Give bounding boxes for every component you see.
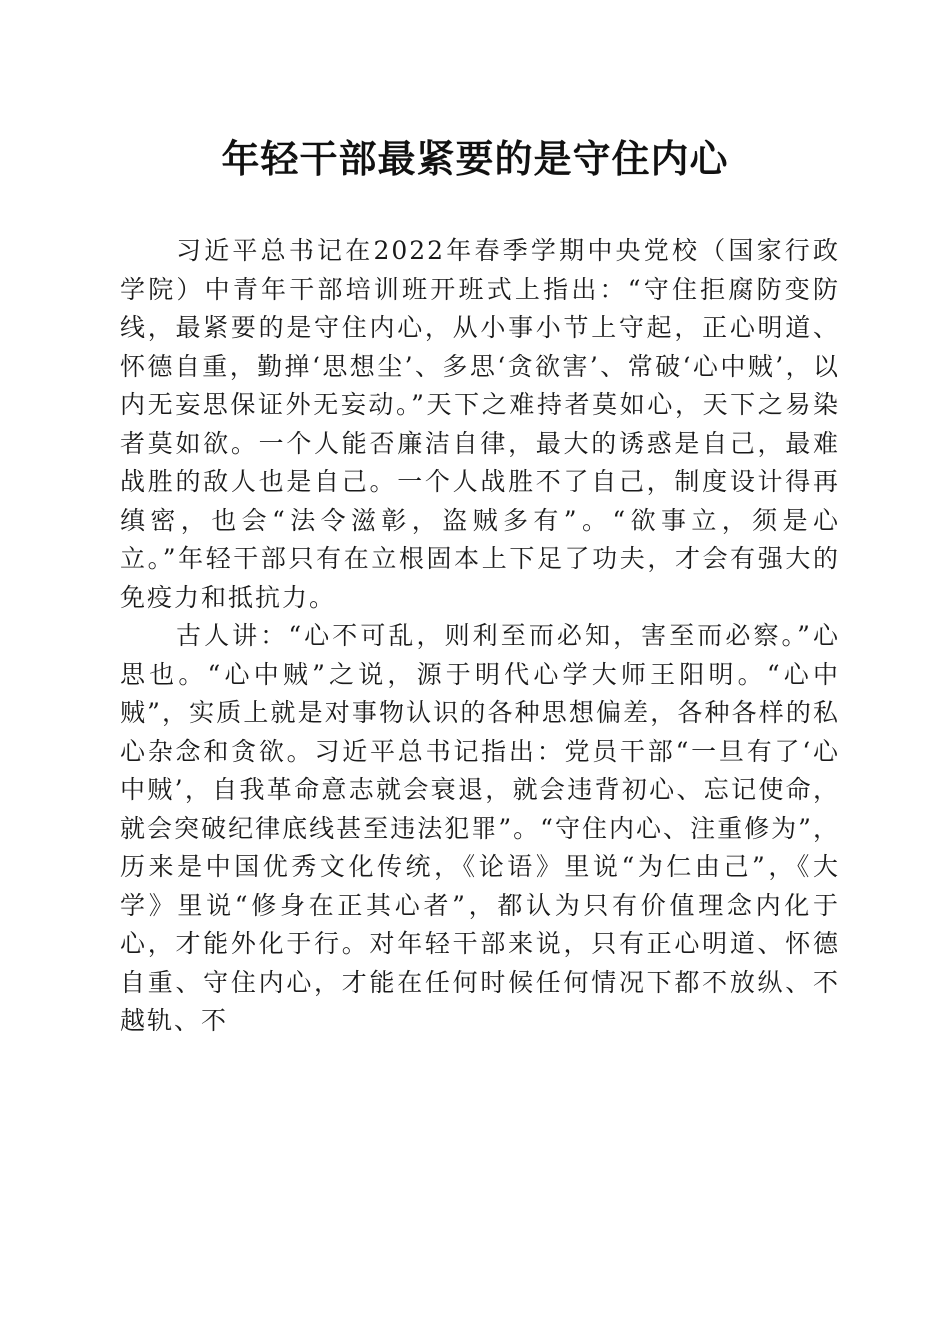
document-title: 年轻干部最紧要的是守住内心: [221, 136, 729, 181]
document-body: [120, 232, 840, 1041]
paragraph-2: 古人讲：“心不可乱，则利至而必知，害至而必察。”心思也。“心中贼”之说，源于明代心学大师王阳明。“心中贼”，实质上就是对事物认识的各种思想偏差，各种各样的私心杂念和贪欲。习近平总书记指出：党员干部“一旦有了‘心中贼’，自我革命意志就会衰退，就会违背初心、忘记使命，就会突破纪律底线甚至违法犯罪”。“守住内心、注重修为”，历来是中国优秀文化传统，《论语》里说“为仁由己”，《大学》里说“修身在正其心者”，都认为只有价值理念内化于心，才能外化于行。对年轻干部来说，只有正心明道、怀德自重、守住内心，才能在任何时候任何情况下都不放纵、不越轨、不: [120, 621, 840, 1035]
paragraph-1: 习近平总书记在2022年春季学期中央党校（国家行政学院）中青年干部培训班开班式上指出：“守住拒腐防变防线，最紧要的是守住内心，从小事小节上守起，正心明道、怀德自重，勤掸‘思想尘’、多思‘贪欲害’、常破‘心中贼’，以内无妄思保证外无妄动。”天下之难持者莫如心，天下之易染者莫如欲。一个人能否廉洁自律，最大的诱惑是自己，最难战胜的敌人也是自己。一个人战胜不了自己，制度设计得再缜密，也会“法令滋彰，盗贼多有”。“欲事立，须是心立。”年轻干部只有在立根固本上下足了功夫，才会有强大的免疫力和抵抗力。: [120, 236, 840, 612]
